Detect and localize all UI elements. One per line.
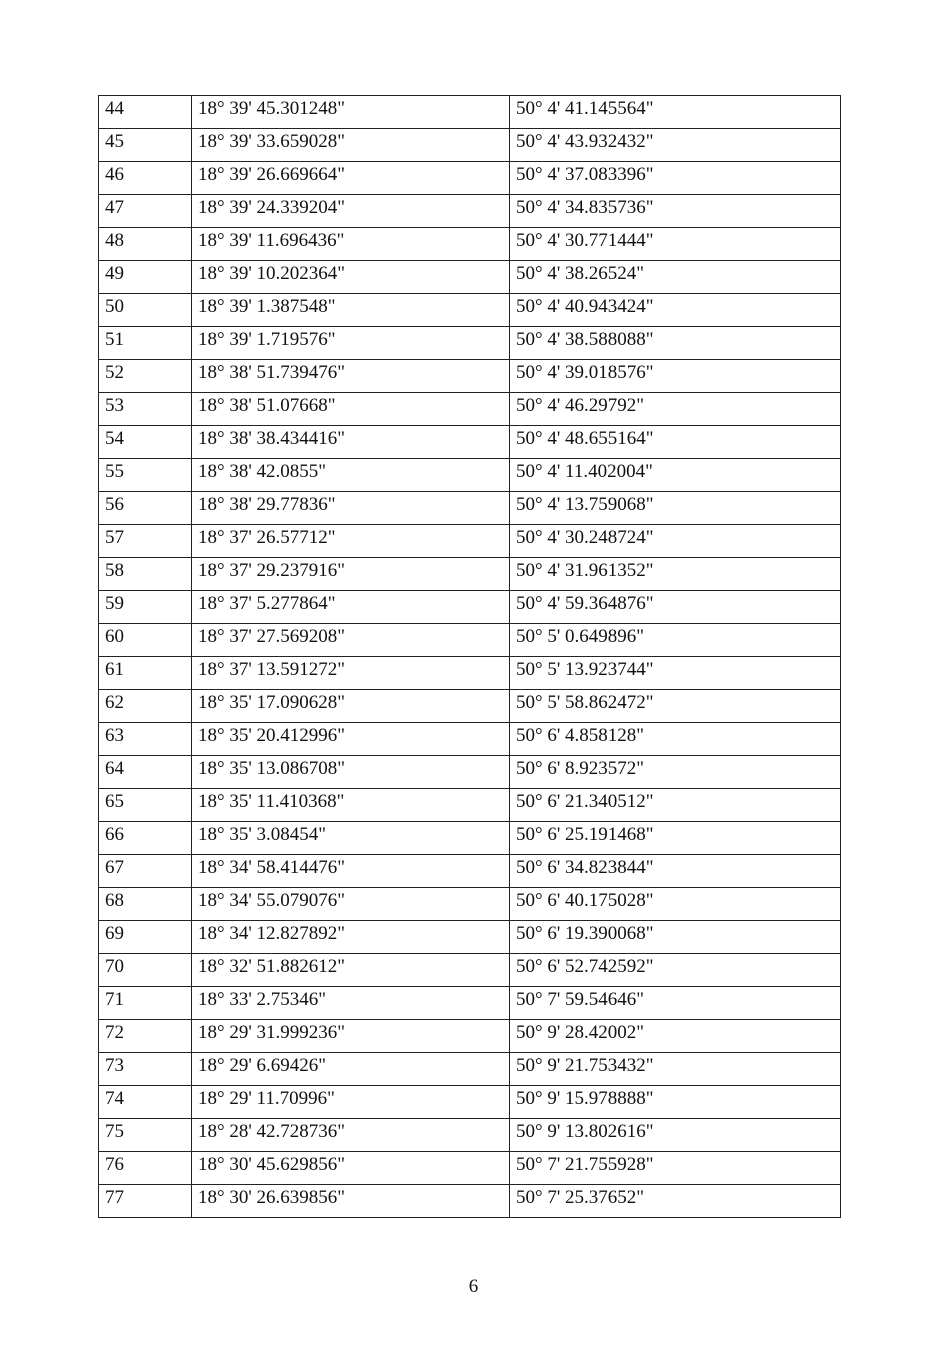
latitude-cell: 50° 9' 13.802616" (510, 1119, 841, 1152)
latitude-cell: 50° 4' 13.759068" (510, 492, 841, 525)
point-number-cell: 60 (99, 624, 192, 657)
latitude-cell: 50° 7' 59.54646" (510, 987, 841, 1020)
latitude-cell: 50° 4' 30.771444" (510, 228, 841, 261)
latitude-cell: 50° 5' 13.923744" (510, 657, 841, 690)
latitude-cell: 50° 6' 19.390068" (510, 921, 841, 954)
longitude-cell: 18° 37' 27.569208" (192, 624, 510, 657)
latitude-cell: 50° 6' 52.742592" (510, 954, 841, 987)
table-row (99, 558, 841, 591)
table-row (99, 1119, 841, 1152)
latitude-cell: 50° 4' 46.29792" (510, 393, 841, 426)
point-number-cell: 76 (99, 1152, 192, 1185)
point-number-cell: 62 (99, 690, 192, 723)
latitude-cell: 50° 4' 41.145564" (510, 96, 841, 129)
point-number-cell: 69 (99, 921, 192, 954)
table-row (99, 327, 841, 360)
table-row (99, 162, 841, 195)
table-row (99, 492, 841, 525)
latitude-cell: 50° 4' 34.835736" (510, 195, 841, 228)
point-number-cell: 54 (99, 426, 192, 459)
point-number-cell: 44 (99, 96, 192, 129)
table-row (99, 954, 841, 987)
longitude-cell: 18° 39' 45.301248" (192, 96, 510, 129)
table-row (99, 723, 841, 756)
point-number-cell: 58 (99, 558, 192, 591)
point-number-cell: 71 (99, 987, 192, 1020)
point-number-cell: 68 (99, 888, 192, 921)
longitude-cell: 18° 39' 24.339204" (192, 195, 510, 228)
table-row (99, 756, 841, 789)
table-row (99, 690, 841, 723)
table-row (99, 228, 841, 261)
latitude-cell: 50° 9' 21.753432" (510, 1053, 841, 1086)
point-number-cell: 73 (99, 1053, 192, 1086)
table-row (99, 657, 841, 690)
table-row (99, 195, 841, 228)
longitude-cell: 18° 29' 6.69426" (192, 1053, 510, 1086)
coordinates-table-body (99, 96, 841, 1218)
latitude-cell: 50° 6' 25.191468" (510, 822, 841, 855)
point-number-cell: 55 (99, 459, 192, 492)
longitude-cell: 18° 35' 11.410368" (192, 789, 510, 822)
table-row (99, 129, 841, 162)
latitude-cell: 50° 4' 38.26524" (510, 261, 841, 294)
longitude-cell: 18° 32' 51.882612" (192, 954, 510, 987)
latitude-cell: 50° 5' 0.649896" (510, 624, 841, 657)
latitude-cell: 50° 7' 25.37652" (510, 1185, 841, 1218)
table-row (99, 987, 841, 1020)
point-number-cell: 77 (99, 1185, 192, 1218)
longitude-cell: 18° 29' 31.999236" (192, 1020, 510, 1053)
longitude-cell: 18° 34' 55.079076" (192, 888, 510, 921)
longitude-cell: 18° 37' 13.591272" (192, 657, 510, 690)
point-number-cell: 45 (99, 129, 192, 162)
latitude-cell: 50° 4' 48.655164" (510, 426, 841, 459)
longitude-cell: 18° 35' 17.090628" (192, 690, 510, 723)
longitude-cell: 18° 39' 33.659028" (192, 129, 510, 162)
longitude-cell: 18° 39' 10.202364" (192, 261, 510, 294)
latitude-cell: 50° 4' 37.083396" (510, 162, 841, 195)
latitude-cell: 50° 4' 11.402004" (510, 459, 841, 492)
longitude-cell: 18° 37' 29.237916" (192, 558, 510, 591)
page-number: 6 (468, 1276, 479, 1297)
latitude-cell: 50° 9' 15.978888" (510, 1086, 841, 1119)
latitude-cell: 50° 6' 34.823844" (510, 855, 841, 888)
latitude-cell: 50° 4' 30.248724" (510, 525, 841, 558)
point-number-cell: 70 (99, 954, 192, 987)
table-row (99, 525, 841, 558)
point-number-cell: 75 (99, 1119, 192, 1152)
table-row (99, 591, 841, 624)
longitude-cell: 18° 37' 26.57712" (192, 525, 510, 558)
longitude-cell: 18° 37' 5.277864" (192, 591, 510, 624)
table-row (99, 1152, 841, 1185)
point-number-cell: 74 (99, 1086, 192, 1119)
point-number-cell: 49 (99, 261, 192, 294)
latitude-cell: 50° 6' 21.340512" (510, 789, 841, 822)
longitude-cell: 18° 30' 26.639856" (192, 1185, 510, 1218)
table-row (99, 789, 841, 822)
point-number-cell: 51 (99, 327, 192, 360)
latitude-cell: 50° 4' 31.961352" (510, 558, 841, 591)
point-number-cell: 50 (99, 294, 192, 327)
point-number-cell: 61 (99, 657, 192, 690)
longitude-cell: 18° 39' 11.696436" (192, 228, 510, 261)
table-row (99, 1020, 841, 1053)
longitude-cell: 18° 33' 2.75346" (192, 987, 510, 1020)
longitude-cell: 18° 35' 13.086708" (192, 756, 510, 789)
table-row (99, 459, 841, 492)
table-row (99, 393, 841, 426)
point-number-cell: 47 (99, 195, 192, 228)
latitude-cell: 50° 5' 58.862472" (510, 690, 841, 723)
longitude-cell: 18° 38' 29.77836" (192, 492, 510, 525)
point-number-cell: 66 (99, 822, 192, 855)
longitude-cell: 18° 29' 11.70996" (192, 1086, 510, 1119)
point-number-cell: 72 (99, 1020, 192, 1053)
longitude-cell: 18° 35' 20.412996" (192, 723, 510, 756)
latitude-cell: 50° 4' 59.364876" (510, 591, 841, 624)
table-row (99, 1185, 841, 1218)
latitude-cell: 50° 4' 40.943424" (510, 294, 841, 327)
table-row (99, 294, 841, 327)
longitude-cell: 18° 39' 1.387548" (192, 294, 510, 327)
longitude-cell: 18° 35' 3.08454" (192, 822, 510, 855)
table-row (99, 1086, 841, 1119)
point-number-cell: 57 (99, 525, 192, 558)
latitude-cell: 50° 4' 43.932432" (510, 129, 841, 162)
table-row (99, 96, 841, 129)
latitude-cell: 50° 4' 38.588088" (510, 327, 841, 360)
longitude-cell: 18° 38' 38.434416" (192, 426, 510, 459)
longitude-cell: 18° 38' 51.739476" (192, 360, 510, 393)
table-row (99, 855, 841, 888)
longitude-cell: 18° 34' 58.414476" (192, 855, 510, 888)
point-number-cell: 46 (99, 162, 192, 195)
table-row (99, 426, 841, 459)
longitude-cell: 18° 38' 42.0855" (192, 459, 510, 492)
point-number-cell: 67 (99, 855, 192, 888)
table-row (99, 888, 841, 921)
latitude-cell: 50° 7' 21.755928" (510, 1152, 841, 1185)
point-number-cell: 59 (99, 591, 192, 624)
point-number-cell: 65 (99, 789, 192, 822)
point-number-cell: 64 (99, 756, 192, 789)
latitude-cell: 50° 9' 28.42002" (510, 1020, 841, 1053)
longitude-cell: 18° 39' 1.719576" (192, 327, 510, 360)
longitude-cell: 18° 39' 26.669664" (192, 162, 510, 195)
longitude-cell: 18° 30' 45.629856" (192, 1152, 510, 1185)
latitude-cell: 50° 4' 39.018576" (510, 360, 841, 393)
table-row (99, 261, 841, 294)
point-number-cell: 52 (99, 360, 192, 393)
table-row (99, 921, 841, 954)
latitude-cell: 50° 6' 40.175028" (510, 888, 841, 921)
coordinates-table (98, 95, 841, 1218)
table-row (99, 1053, 841, 1086)
point-number-cell: 48 (99, 228, 192, 261)
point-number-cell: 53 (99, 393, 192, 426)
table-row (99, 822, 841, 855)
table-row (99, 360, 841, 393)
table-row (99, 624, 841, 657)
longitude-cell: 18° 28' 42.728736" (192, 1119, 510, 1152)
point-number-cell: 63 (99, 723, 192, 756)
point-number-cell: 56 (99, 492, 192, 525)
longitude-cell: 18° 34' 12.827892" (192, 921, 510, 954)
latitude-cell: 50° 6' 4.858128" (510, 723, 841, 756)
longitude-cell: 18° 38' 51.07668" (192, 393, 510, 426)
latitude-cell: 50° 6' 8.923572" (510, 756, 841, 789)
